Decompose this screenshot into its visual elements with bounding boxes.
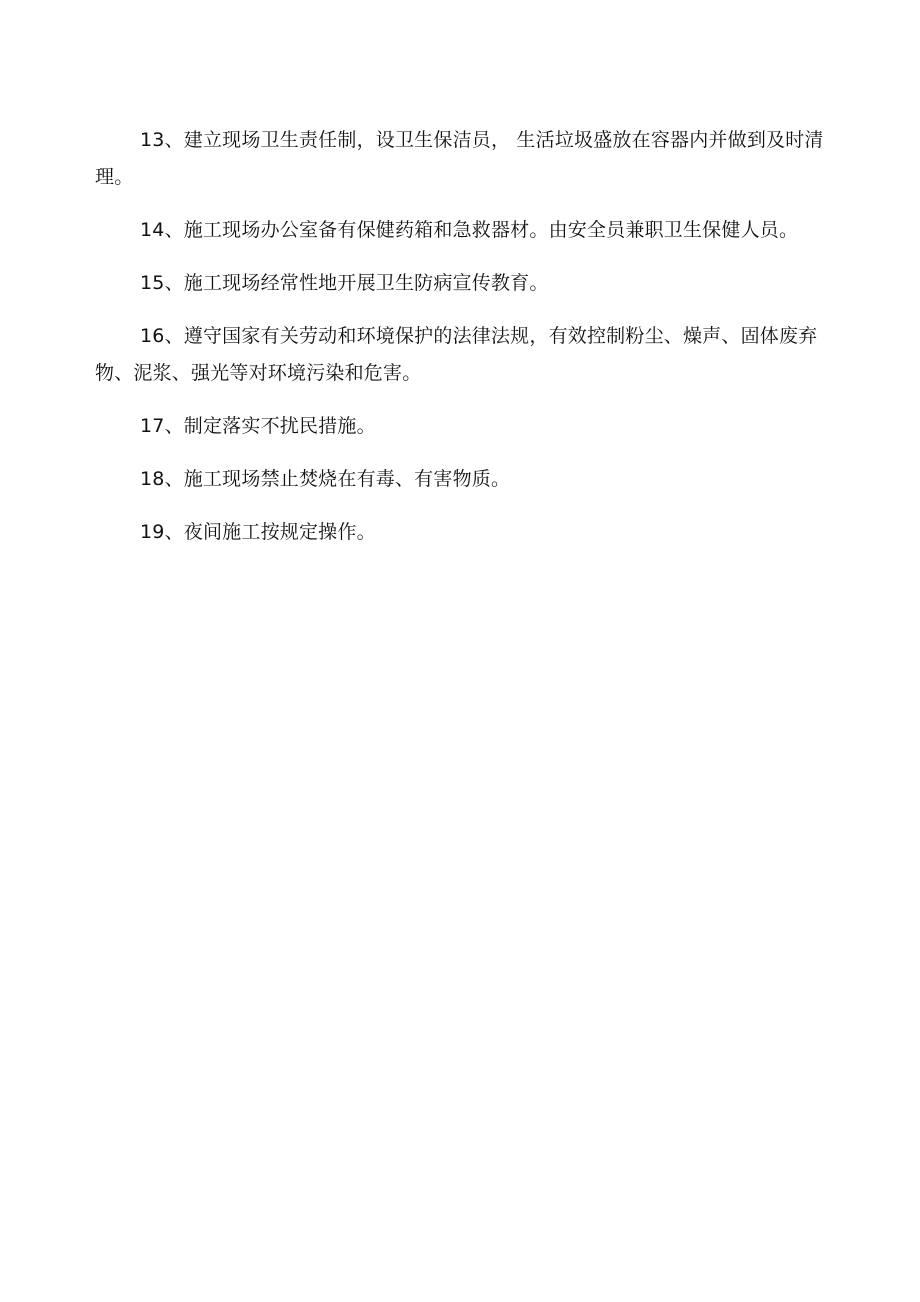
paragraph-item-17: 17、制定落实不扰民措施。 (140, 415, 376, 437)
paragraph-item-19: 19、夜间施工按规定操作。 (140, 521, 376, 543)
document-body (95, 122, 840, 567)
paragraph-item-14: 14、施工现场办公室备有保健药箱和急救器材。由安全员兼职卫生保健人员。 (140, 219, 799, 241)
paragraph-item-16: 16、遵守国家有关劳动和环境保护的法律法规，有效控制粉尘、燥声、固体废弃物、泥浆、强光等对环境污染和危害。 (95, 325, 818, 384)
paragraph-item-18: 18、施工现场禁止焚烧在有毒、有害物质。 (140, 468, 511, 490)
paragraph-item-13: 13、建立现场卫生责任制，设卫生保洁员， 生活垃圾盛放在容器内并做到及时清理。 (95, 129, 824, 188)
paragraph-item-15: 15、施工现场经常性地开展卫生防病宣传教育。 (140, 272, 549, 294)
